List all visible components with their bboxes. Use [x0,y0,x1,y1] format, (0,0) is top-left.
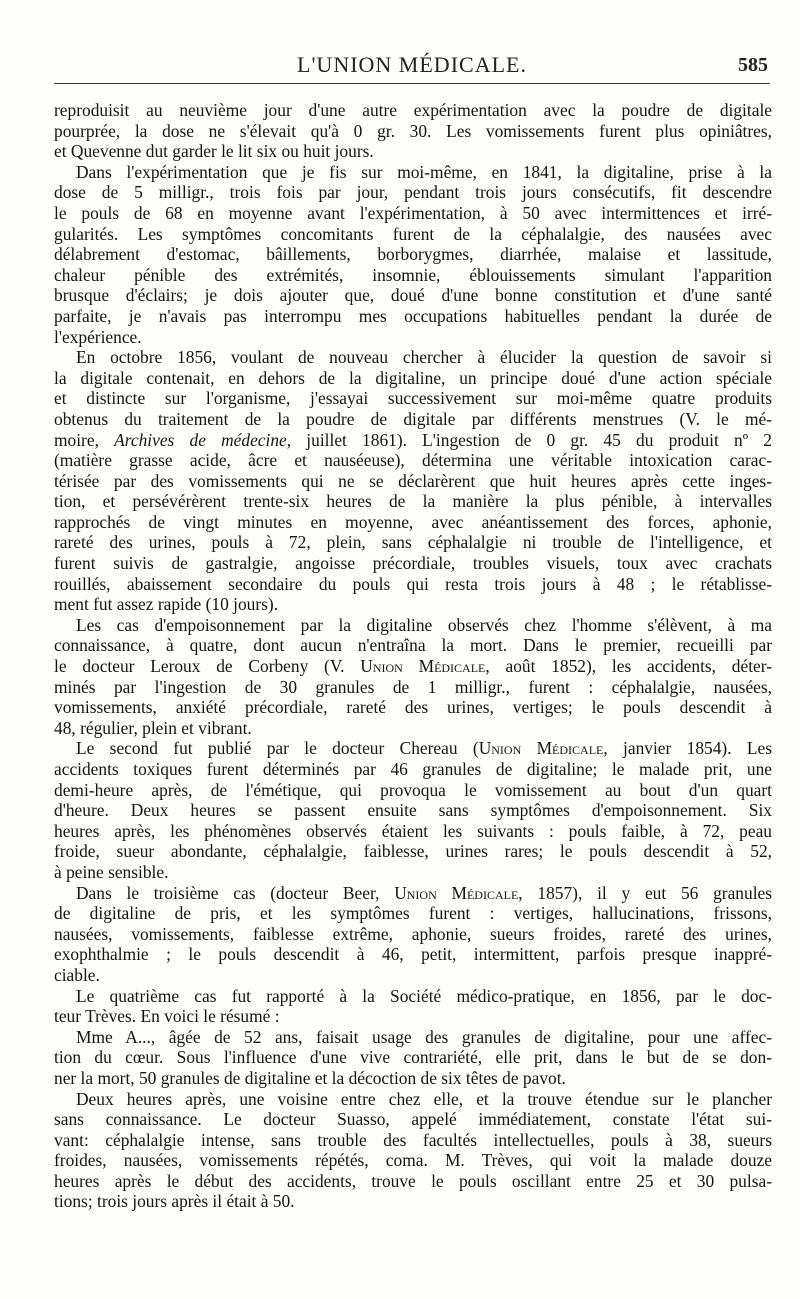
text-line [54,203,772,224]
line-text: En octobre 1856, voulant de nouveau chercher à élucider la question de savoir si [76,347,772,368]
line-text: le docteur Leroux de Corbeny (V. [54,656,361,677]
line-text: rareté des urines, pouls à 72, plein, sans céphalalgie ni trouble de l'intelligence, et [54,532,772,553]
text-line [54,512,772,533]
line-text: pourprée, la dose ne s'élevait qu'à 0 gr. 30. Les vomissements furent plus opiniâtres, [54,120,772,141]
text-line [54,1109,772,1130]
line-text: ciable. [54,964,100,985]
text-line [54,862,772,883]
line-text: et distincte sur l'organisme, j'essayai successivement sur moi-même quatre produits [54,388,772,409]
text-line [54,738,772,759]
line-text: heures après, les phénomènes observés étaient les suivants : pouls faible, à 72, peau [54,820,772,841]
text-line [54,100,772,121]
text-line [54,635,772,656]
line-text: brusque d'éclairs; je dois ajouter que, doué d'une bonne constitution et d'une santé [54,285,772,306]
text-line [54,821,772,842]
line-text: exophthalmie ; le pouls descendit à 46, petit, intermittent, parfois presque inappré- [54,944,772,965]
text-line [54,450,772,471]
text-line [54,615,772,636]
running-title: L'UNION MÉDICALE. [297,52,527,77]
text-line [54,883,772,904]
text-line [54,1089,772,1110]
line-text: minés par l'ingestion de 30 granules de 1 milligr., furent : céphalalgie, nausées, [54,676,772,697]
line-text: Le quatrième cas fut rapporté à la Société médico-pratique, en 1856, par le doc- [76,985,772,1006]
text-line [54,1191,772,1212]
line-text: sans connaissance. Le docteur Suasso, appelé immédiatement, constate l'état sui- [54,1109,772,1130]
line-text: à peine sensible. [54,861,169,882]
text-line [54,1150,772,1171]
text-line [54,759,772,780]
text-line [54,594,772,615]
line-text: Dans le troisième cas (docteur Beer, [76,882,395,903]
page-number: 585 [738,54,768,76]
line-text: ment fut assez rapide (10 jours). [54,594,279,615]
text-line [54,430,772,451]
line-text: chaleur pénible des extrémités, insomnie, éblouissements simulant l'apparition [54,264,772,285]
text-line [54,965,772,986]
line-text-continued: , 1857), il y eut 56 granules [518,882,773,903]
journal-name: Union Médicale [360,656,486,677]
line-text: froides, nausées, vomissements répétés, coma. M. Trèves, qui voit la malade douze [54,1150,772,1171]
text-line [54,697,772,718]
line-text: et Quevenne dut garder le lit six ou huit jours. [54,141,374,162]
text-line [54,1130,772,1151]
line-text: térisée par des vomissements qui ne se déclarèrent que huit heures après cette inges- [54,470,772,491]
line-text: Mme A..., âgée de 52 ans, faisait usage des granules de digitaline, pour une affec- [76,1026,772,1047]
journal-name: Union Médicale [478,738,604,759]
line-text: Deux heures après, une voisine entre chez elle, et la trouve étendue sur le plancher [76,1088,772,1109]
line-text-continued: juillet 1861). L'ingestion de 0 gr. 45 du produit nº 2 [291,429,772,450]
text-line [54,1027,772,1048]
text-line [54,368,772,389]
text-line [54,656,772,677]
line-text: Le second fut publié par le docteur Chereau ( [76,738,479,759]
text-line [54,1068,772,1089]
text-line [54,141,772,162]
text-line [54,574,772,595]
line-text: d'heure. Deux heures se passent ensuite sans symptômes d'empoisonnement. Six [54,800,772,821]
line-text: dose de 5 milligr., trois fois par jour, pendant trois jours consécutifs, fit descendre [54,182,772,203]
text-line [54,327,772,348]
text-line [54,162,772,183]
text-line [54,409,772,430]
text-line [54,677,772,698]
line-text: de digitaline de pris, et les symptômes furent : vertiges, hallucinations, frissons, [54,903,772,924]
text-line [54,224,772,245]
line-text: rouillés, abaissement secondaire du pouls qui resta trois jours à 48 ; le rétablisse- [54,573,772,594]
text-line [54,1047,772,1068]
line-text: l'expérience. [54,326,142,347]
text-line [54,924,772,945]
text-line [54,718,772,739]
text-line [54,532,772,553]
body-text [54,100,772,1212]
line-text: heures après le début des accidents, trouve le pouls oscillant entre 25 et 30 pulsa- [54,1170,772,1191]
line-text: tion, et persévérèrent trente-six heures de la manière la plus pénible, à intervalles [54,491,772,512]
line-text: demi-heure après, de l'émétique, qui provoqua le vomissement au bout d'un quart [54,779,772,800]
header-rule [54,83,770,84]
text-line [54,944,772,965]
text-line [54,388,772,409]
line-text: vomissements, anxiété précordiale, rareté des urines, vertiges; le pouls descendit à [54,697,772,718]
line-text: Dans l'expérimentation que je fis sur moi-même, en 1841, la digitaline, prise à la [76,161,772,182]
line-text: furent suivis de gastralgie, angoisse précordiale, troubles visuels, toux avec crachats [54,553,772,574]
text-line [54,491,772,512]
line-text-continued: , août 1852), les accidents, déter- [485,656,772,677]
text-line [54,553,772,574]
text-line [54,347,772,368]
line-text: rapprochés de vingt minutes en moyenne, avec anéantissement des forces, aphonie, [54,511,772,532]
line-text: accidents toxiques furent déterminés par 46 granules de digitaline; le malade prit, une [54,759,772,779]
italic-citation: Archives de médecine, [114,429,292,450]
line-text: délabrement d'estomac, bâillements, borborygmes, diarrhée, malaise et lassitude, [54,244,772,265]
line-text: gularités. Les symptômes concomitants furent de la céphalalgie, des nausées avec [54,223,772,244]
line-text: tion du cœur. Sous l'influence d'une vive contrariété, elle prit, dans le but de se don- [54,1047,772,1068]
journal-name: Union Médicale [394,882,519,903]
text-line [54,1006,772,1027]
line-text: (matière grasse acide, âcre et nauséeuse), détermina une véritable intoxication carac- [54,450,772,471]
text-line [54,780,772,801]
line-text: vant: céphalalgie intense, sans trouble des facultés intellectuelles, pouls à 38, sueurs [54,1129,772,1150]
text-line [54,1171,772,1192]
text-line [54,471,772,492]
text-line [54,986,772,1007]
text-line [54,800,772,821]
text-line [54,841,772,862]
text-line [54,903,772,924]
line-text: parfaite, je n'avais pas interrompu mes occupations habituelles pendant la durée de [54,305,772,326]
line-text: la digitale contenait, en dehors de la digitaline, un principe doué d'une action spéciale [54,367,772,388]
line-text: Les cas d'empoisonnement par la digitaline observés chez l'homme s'élèvent, à ma [76,614,772,635]
line-text: ner la mort, 50 granules de digitaline et la décoction de six têtes de pavot. [54,1067,566,1088]
line-text: 48, régulier, plein et vibrant. [54,717,252,738]
text-line [54,306,772,327]
text-line [54,265,772,286]
line-text: tions; trois jours après il était à 50. [54,1191,295,1212]
text-line [54,285,772,306]
line-text: reproduisit au neuvième jour d'une autre expérimentation avec la poudre de digitale [54,100,772,120]
line-text: le pouls de 68 en moyenne avant l'expérimentation, à 50 avec intermittences et irré- [54,202,772,223]
line-text: obtenus du traitement de la poudre de digitale par différents menstrues (V. le mé- [54,408,772,429]
line-text: nausées, vomissements, faiblesse extrême, aphonie, sueurs froides, rareté des urines, [54,923,772,944]
text-line [54,121,772,142]
line-text: connaissance, à quatre, dont aucun n'entraîna la mort. Dans le premier, recueilli par [54,635,772,656]
page-header [54,48,770,80]
line-text: teur Trèves. En voici le résumé : [54,1006,280,1027]
text-line [54,244,772,265]
line-text: froide, sueur abondante, céphalalgie, faiblesse, urines rares; le pouls descendit à 52, [54,841,772,862]
line-text: moire, [54,429,115,450]
text-line [54,182,772,203]
line-text-continued: , janvier 1854). Les [603,738,773,759]
